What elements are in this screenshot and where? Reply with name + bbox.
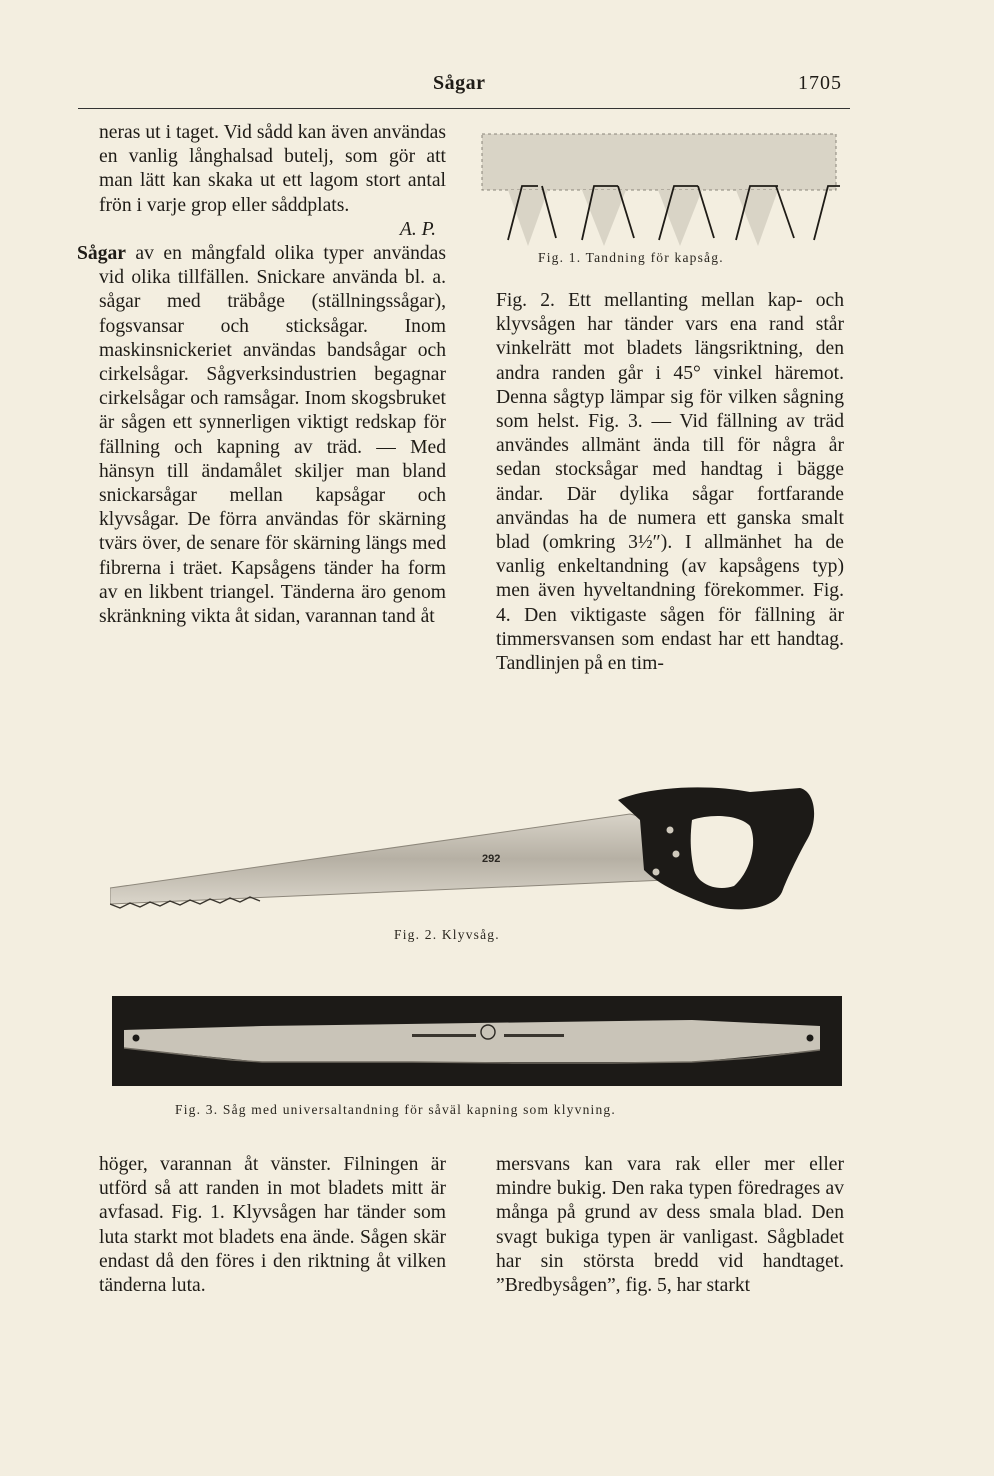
entry-text: av en mångfald olika typer användas vid olika tillfällen. Snickare använda bl. a. sågar med träbåge (ställningssågar), fogsvansar och sticksågar. Inom maskinsnickeriet användas bandsågar och cirkelsågar. Sågverksindustrien begagnar cirkelsågar och ramsågar. Inom skogsbruket är sågen ett synnerligen viktigt redskap för fällning och kapning av träd. — Med hänsyn till ändamålet skiljer man bland snickarsågar mellan kapsågar och klyvsågar. De förra användas för skärning tvärs över, de senare för skärning längs med fibrerna i träet. Kapsågens tänder ha form av en likbent triangel. Tänderna äro genom skränkning vikta åt sidan, varannan tand åt <box>99 243 446 628</box>
figure-3-caption: Fig. 3. Såg med universaltandning för såväl kapning som klyvning. <box>175 1102 616 1117</box>
figure-1-tooth-profile <box>478 128 850 246</box>
figure-2-rip-saw-photo <box>110 780 850 920</box>
left-column-upper <box>77 121 446 629</box>
paragraph-continuation-left: höger, varannan åt vänster. Filningen är utförd så att randen in mot bladets mitt är avfasad. Fig. 1. Klyvsågen har tänder som luta starkt mot bladets ena ände. Sågen skär endast då den föres i den riktning åt vilken tänderna luta. <box>99 1154 446 1297</box>
paragraph-continuation-right: mersvans kan vara rak eller mer eller mindre bukig. Den raka typen föredrages av många på grund av dess smala blad. Den svagt bukiga typen är vanligast. Sågbladet har sin största bredd vid handtaget. ”Bredbysågen”, fig. 5, har starkt <box>496 1154 844 1297</box>
paragraph-figure-descriptions: Fig. 2. Ett mellanting mellan kap- och klyvsågen har tänder vars ena rand står vinkelrätt mot bladets längsriktning, den andra randen går i 45° vinkel häremot. Denna sågtyp lämpar sig för vilken sågning som helst. Fig. 3. — Vid fällning av träd användes allmänt ända till för några år sedan stocksågar med handtag i bägge ändar. Där dylika sågar fortfarande användas ha de numera ett ganska smalt blad (omkring 3½″). I allmänhet ha de vanlig enkeltandning (av kapsågens typ) men även hyveltandning förekommer. Fig. 4. Den viktigaste sågen för fällning är timmersvansen som endast har ett handtag. Tandlinjen på en tim- <box>496 290 844 675</box>
paragraph-continued: neras ut i taget. Vid sådd kan även användas en vanlig långhalsad butelj, som gör att man lätt kan skaka ut ett lagom stort antal frön i varje grop eller såddplats. <box>99 122 446 216</box>
figure-3-universal-saw-photo <box>112 996 842 1086</box>
right-column-upper <box>496 289 844 676</box>
figure-1-caption: Fig. 1. Tandning för kapsåg. <box>538 250 724 265</box>
page-number: 1705 <box>798 72 842 94</box>
entry-headword: Sågar <box>77 243 126 265</box>
saw-blade-mark: 292 <box>482 853 501 865</box>
entry-paragraph <box>77 242 446 629</box>
right-column-lower <box>496 1153 844 1298</box>
author-signature: A. P. <box>399 218 436 240</box>
left-column-lower <box>99 1153 446 1298</box>
header-rule <box>78 108 850 109</box>
figure-2-caption: Fig. 2. Klyvsåg. <box>394 927 500 942</box>
running-header-title: Sågar <box>433 72 486 94</box>
